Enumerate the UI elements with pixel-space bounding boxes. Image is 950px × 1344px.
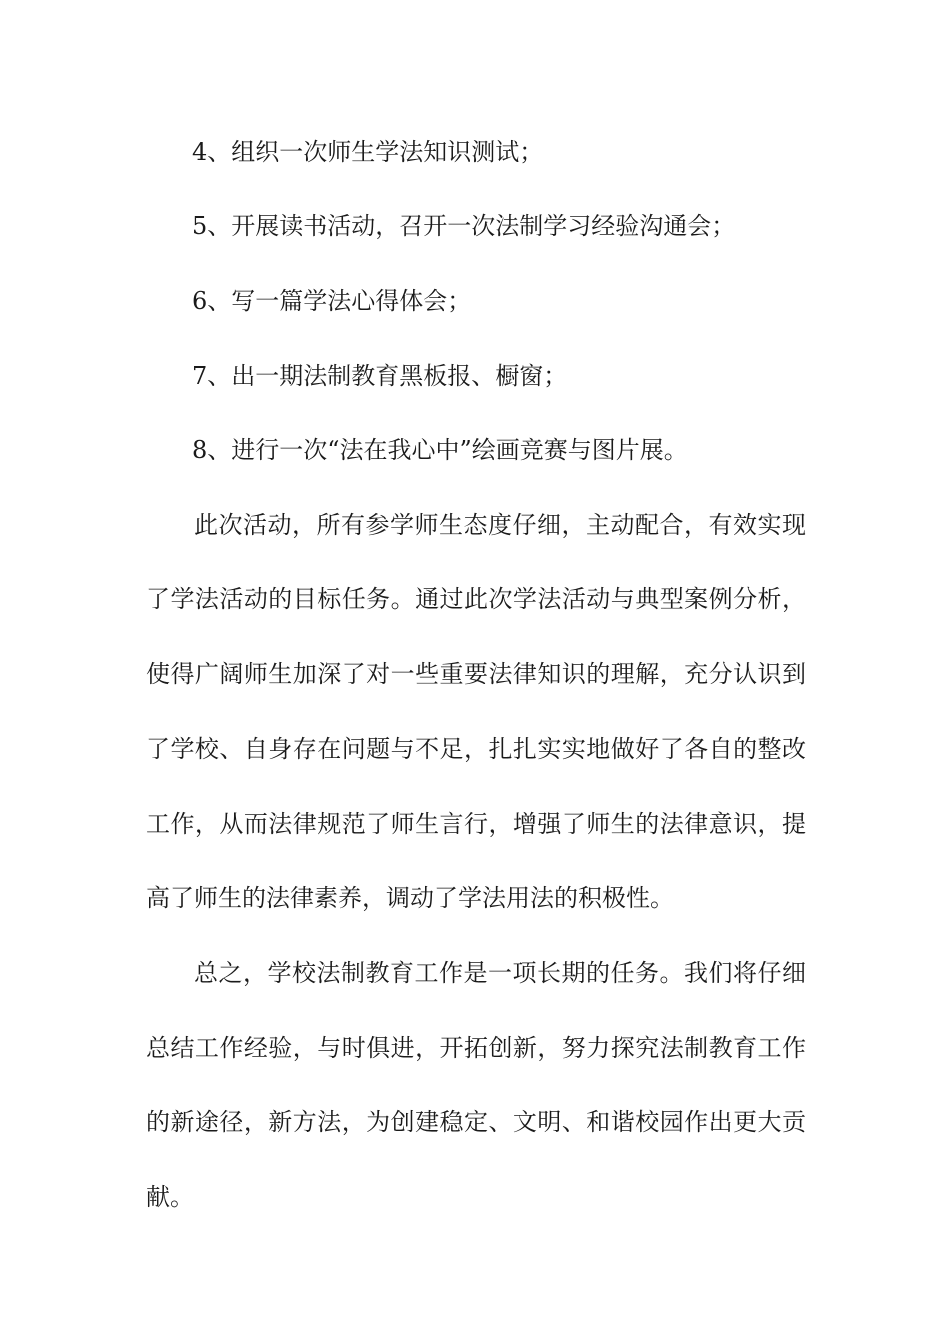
list-item-6: 6、写一篇学法心得体会； [192, 287, 472, 315]
list-item-7: 7、出一期法制教育黑板报、橱窗； [192, 362, 568, 390]
paragraph-line: 总之，学校法制教育工作是一项长期的任务。我们将仔细 [194, 959, 806, 987]
paragraph-line: 的新途径，新方法，为创建稳定、文明、和谐校园作出更大贡 [146, 1108, 806, 1136]
paragraph-line: 总结工作经验，与时俱进，开拓创新，努力探究法制教育工作 [146, 1034, 806, 1062]
list-item-5: 5、开展读书活动，召开一次法制学习经验沟通会； [192, 212, 736, 240]
paragraph-line: 献。 [146, 1183, 194, 1211]
list-item-8: 8、进行一次“法在我心中”绘画竞赛与图片展。 [192, 436, 688, 464]
paragraph-line: 此次活动，所有参学师生态度仔细，主动配合，有效实现 [194, 511, 806, 539]
paragraph-line: 了学法活动的目标任务。通过此次学法活动与典型案例分析， [146, 585, 806, 613]
paragraph-line: 工作，从而法律规范了师生言行，增强了师生的法律意识，提 [146, 810, 806, 838]
paragraph-line: 高了师生的法律素养，调动了学法用法的积极性。 [146, 884, 674, 912]
paragraph-line: 了学校、自身存在问题与不足，扎扎实实地做好了各自的整改 [146, 735, 806, 763]
paragraph-line: 使得广阔师生加深了对一些重要法律知识的理解，充分认识到 [146, 660, 806, 688]
list-item-4: 4、组织一次师生学法知识测试； [192, 138, 544, 166]
